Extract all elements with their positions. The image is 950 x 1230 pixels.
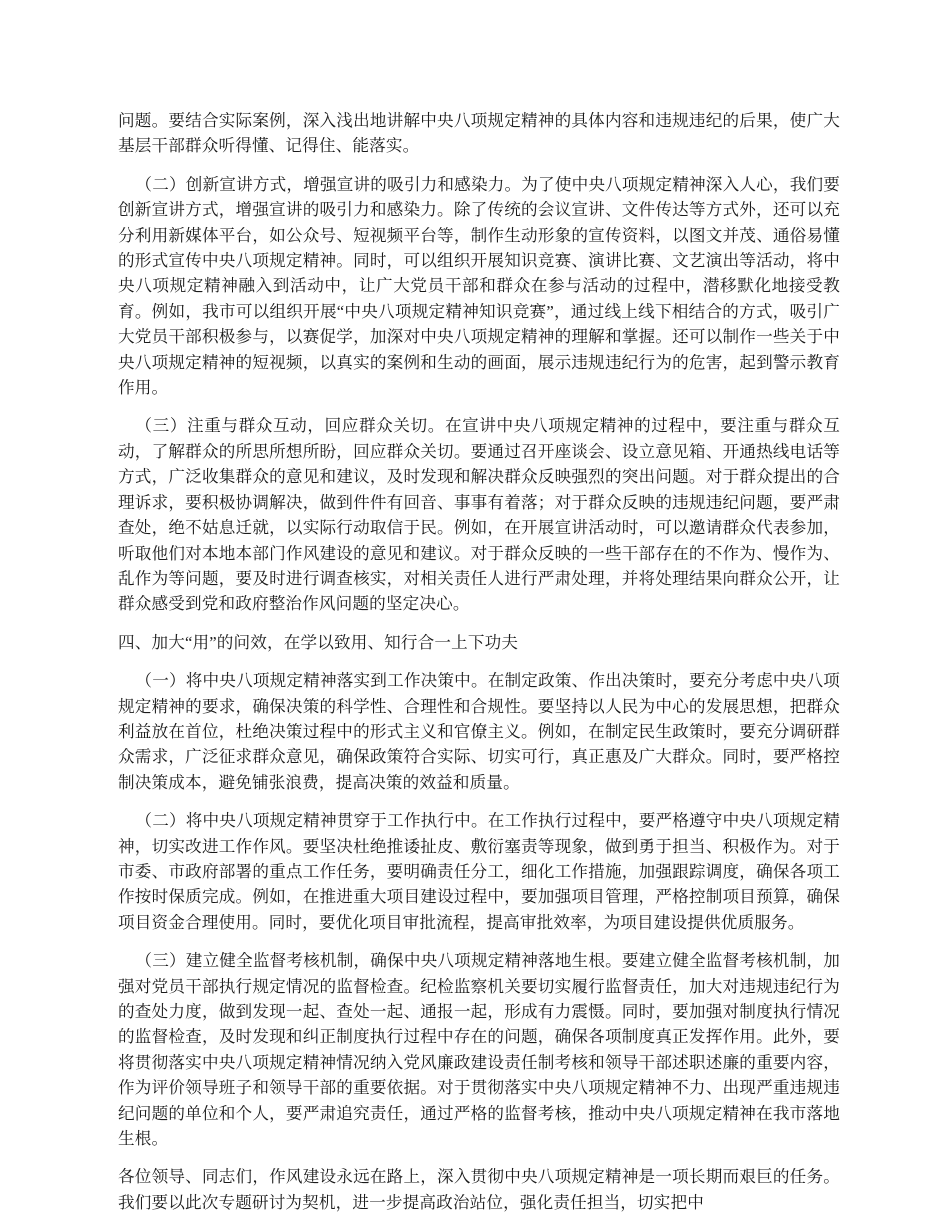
document-text-body (118, 108, 840, 1215)
paragraph-continued-opening: 问题。要结合实际案例，深入浅出地讲解中央八项规定精神的具体内容和违规违纪的后果，使广大基层干部群众听得懂、记得住、能落实。 (118, 111, 840, 156)
section-heading-four: 四、加大“用”的问效，在学以致用、知行合一上下功夫 (118, 632, 519, 652)
paragraph-closing: 各位领导、同志们，作风建设永远在路上，深入贯彻中央八项规定精神是一项长期而艰巨的任务。我们要以此次专题研讨为契机，进一步提高政治站位，强化责任担当，切实把中 (118, 1167, 840, 1212)
paragraph-section3-item2: （二）创新宣讲方式，增强宣讲的吸引力和感染力。为了使中央八项规定精神深入人心，我们要创新宣讲方式，增强宣讲的吸引力和感染力。除了传统的会议宣讲、文件传达等方式外，还可以充分利用新媒体平台，如公众号、短视频平台等，制作生动形象的宣传资料，以图文并茂、通俗易懂的形式宣传中央八项规定精神。同时，可以组织开展知识竞赛、演讲比赛、文艺演出等活动，将中央八项规定精神融入到活动中，让广大党员干部和群众在参与活动的过程中，潜移默化地接受教育。例如，我市可以组织开展“中央八项规定精神知识竞赛”，通过线上线下相结合的方式，吸引广大党员干部积极参与，以赛促学，加深对中央八项规定精神的理解和掌握。还可以制作一些关于中央八项规定精神的短视频，以真实的案例和生动的画面，展示违规违纪行为的危害，起到警示教育作用。 (118, 174, 840, 398)
paragraph-section4-item3: （三）建立健全监督考核机制，确保中央八项规定精神落地生根。要建立健全监督考核机制，加强对党员干部执行规定情况的监督检查。纪检监察机关要切实履行监督责任，加大对违规违纪行为的查处力度，做到发现一起、查处一起、通报一起，形成有力震慑。同时，要加强对制度执行情况的监督检查，及时发现和纠正制度执行过程中存在的问题，确保各项制度真正发挥作用。此外，要将贯彻落实中央八项规定精神情况纳入党风廉政建设责任制考核和领导干部述职述廉的重要内容，作为评价领导班子和领导干部的重要依据。对于贯彻落实中央八项规定精神不力、出现严重违规违纪问题的单位和个人，要严肃追究责任，通过严格的监督考核，推动中央八项规定精神在我市落地生根。 (118, 951, 840, 1149)
paragraph-section4-item2: （二）将中央八项规定精神贯穿于工作执行中。在工作执行过程中，要严格遵守中央八项规定精神，切实改进工作作风。要坚决杜绝推诿扯皮、敷衍塞责等现象，做到勇于担当、积极作为。对于市委、市政府部署的重点工作任务，要明确责任分工，细化工作措施，加强跟踪调度，确保各项工作按时保质完成。例如，在推进重大项目建设过程中，要加强项目管理，严格控制项目预算，确保项目资金合理使用。同时，要优化项目审批流程，提高审批效率，为项目建设提供优质服务。 (118, 811, 840, 932)
paragraph-section3-item3: （三）注重与群众互动，回应群众关切。在宣讲中央八项规定精神的过程中，要注重与群众互动，了解群众的所思所想所盼，回应群众关切。要通过召开座谈会、设立意见箱、开通热线电话等方式，广泛收集群众的意见和建议，及时发现和解决群众反映强烈的突出问题。对于群众提出的合理诉求，要积极协调解决，做到件件有回音、事事有着落；对于群众反映的违规违纪问题，要严肃查处，绝不姑息迁就，以实际行动取信于民。例如，在开展宣讲活动时，可以邀请群众代表参加，听取他们对本地本部门作风建设的意见和建议。对于群众反映的一些干部存在的不作为、慢作为、乱作为等问题，要及时进行调查核实，对相关责任人进行严肃处理，并将处理结果向群众公开，让群众感受到党和政府整治作风问题的坚定决心。 (118, 416, 840, 614)
paragraph-section4-item1: （一）将中央八项规定精神落实到工作决策中。在制定政策、作出决策时，要充分考虑中央八项规定精神的要求，确保决策的科学性、合理性和合规性。要坚持以人民为中心的发展思想，把群众利益放在首位，杜绝决策过程中的形式主义和官僚主义。例如，在制定民生政策时，要充分调研群众需求，广泛征求群众意见，确保政策符合实际、切实可行，真正惠及广大群众。同时，要严格控制决策成本，避免铺张浪费，提高决策的效益和质量。 (118, 671, 840, 792)
